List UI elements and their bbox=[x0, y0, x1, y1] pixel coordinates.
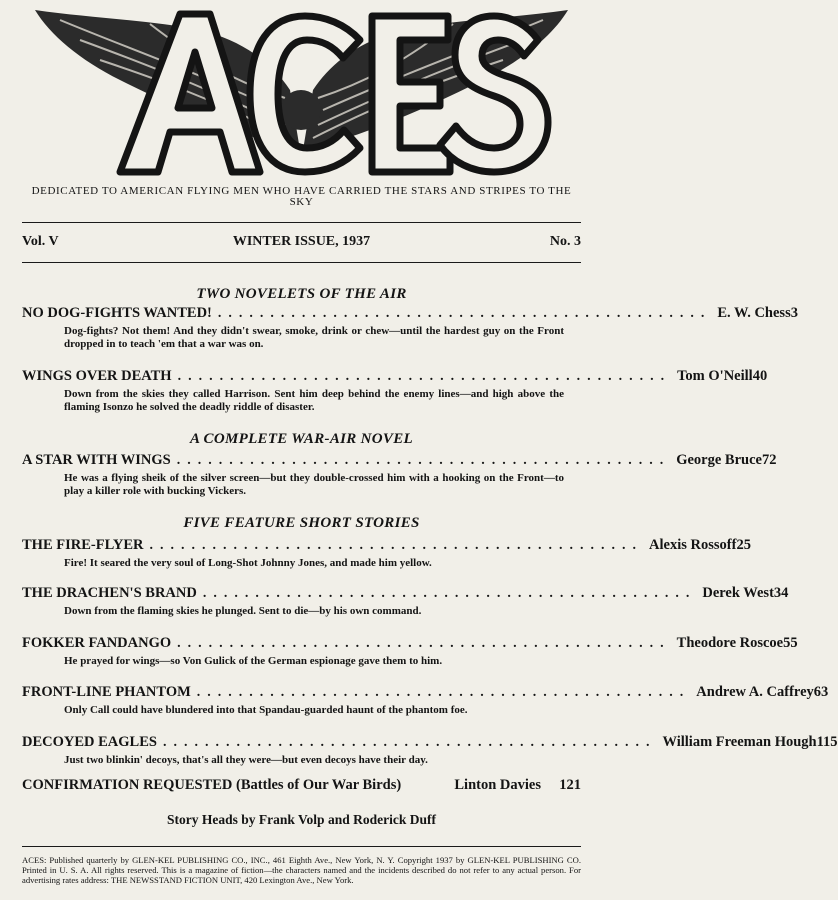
story-blurb: Just two blinkin' decoys, that's all they were—but even decoys have their day. bbox=[64, 754, 428, 766]
story-author: Theodore Roscoe bbox=[676, 635, 784, 651]
story-title: WINGS OVER DEATH bbox=[22, 368, 172, 384]
toc-entry[interactable] bbox=[22, 734, 838, 767]
toc-entry[interactable] bbox=[22, 452, 777, 498]
issue-number: No. 3 bbox=[549, 234, 581, 249]
story-heads-credit: Story Heads by Frank Volp and Roderick Duff bbox=[167, 812, 436, 827]
story-title: FRONT-LINE PHANTOM bbox=[22, 684, 191, 700]
section-heading: A COMPLETE WAR-AIR NOVEL bbox=[190, 431, 413, 447]
story-author: William Freeman Hough bbox=[662, 734, 817, 750]
publication-notice: ACES: Published quarterly by GLEN-KEL PUBLISHING CO., INC., 461 Eighth Ave., New York, N. Y. Copyright 1937 by GLEN-KEL PUBLISHING CO. Printed in U. S. A. All rights reserved. This is a magazine of fiction—the characters named and the incidents described do not refer to any actual person. For advertising rates address: THE NEWSSTAND FICTION UNIT, 420 Lexington Ave., New York. bbox=[22, 855, 581, 885]
toc-entry[interactable] bbox=[22, 305, 798, 351]
masthead bbox=[0, 0, 603, 185]
story-blurb: Dog-fights? Not them! And they didn't swear, smoke, drink or chew—until the hardest guy on the Front dropped in to teach 'em that a war was on. bbox=[64, 325, 564, 350]
eagle-body-icon bbox=[281, 90, 321, 130]
page-number: 55 bbox=[783, 635, 798, 651]
section-heading: TWO NOVELETS OF THE AIR bbox=[196, 286, 407, 302]
story-blurb: Down from the flaming skies he plunged. Sent to die—by his own command. bbox=[64, 605, 422, 617]
toc-entry[interactable] bbox=[22, 777, 581, 794]
story-title: THE FIRE-FLYER bbox=[22, 537, 144, 553]
story-author: E. W. Chess bbox=[717, 305, 791, 321]
issue-date: WINTER ISSUE, 1937 bbox=[232, 234, 371, 249]
page-number: 115 bbox=[816, 734, 838, 750]
footer-rule bbox=[22, 846, 581, 847]
dedication: DEDICATED TO AMERICAN FLYING MEN WHO HAVE CARRIED THE STARS AND STRIPES TO THE SKY bbox=[31, 185, 572, 208]
story-blurb: He prayed for wings—so Von Gulick of the German espionage gave them to him. bbox=[64, 655, 443, 667]
dot-leader: ............................................... bbox=[217, 306, 712, 321]
dot-leader: ............................................... bbox=[196, 685, 691, 700]
story-author: Linton Davies bbox=[454, 777, 541, 793]
story-blurb: Fire! It seared the very soul of Long-Shot Johnny Jones, and made him yellow. bbox=[64, 557, 432, 569]
story-title: THE DRACHEN'S BRAND bbox=[22, 585, 197, 601]
story-author: Andrew A. Caffrey bbox=[696, 684, 814, 700]
toc-entry[interactable] bbox=[22, 684, 829, 717]
toc-entry[interactable] bbox=[22, 635, 798, 668]
story-blurb: Only Call could have blundered into that Spandau-guarded haunt of the phantom foe. bbox=[64, 704, 468, 716]
section-heading: FIVE FEATURE SHORT STORIES bbox=[183, 515, 420, 531]
story-blurb: He was a flying sheik of the silver screen—but they double-crossed him with a hooking on the Front—to play a killer role with bucking Vickers. bbox=[64, 472, 564, 497]
page-number: 34 bbox=[773, 585, 789, 601]
story-title: FOKKER FANDANGO bbox=[22, 635, 172, 651]
dot-leader: ............................................... bbox=[202, 586, 697, 601]
story-title: CONFIRMATION REQUESTED (Battles of Our War Birds) bbox=[22, 777, 402, 793]
story-author: Tom O'Neill bbox=[677, 368, 753, 384]
page-number: 121 bbox=[559, 777, 581, 793]
dot-leader: ............................................... bbox=[177, 369, 672, 384]
winged-aces-logo bbox=[0, 0, 603, 185]
dot-leader: ............................................... bbox=[176, 453, 671, 468]
story-author: George Bruce bbox=[676, 452, 762, 468]
page-number: 40 bbox=[752, 368, 768, 384]
story-author: Alexis Rossoff bbox=[649, 537, 737, 553]
dot-leader: ............................................... bbox=[162, 735, 657, 750]
toc-entry[interactable] bbox=[22, 368, 768, 414]
story-title: DECOYED EAGLES bbox=[22, 734, 157, 750]
page-number: 3 bbox=[790, 305, 798, 321]
page-number: 72 bbox=[761, 452, 777, 468]
top-rule bbox=[22, 222, 581, 223]
page-number: 25 bbox=[736, 537, 751, 553]
page-number: 63 bbox=[813, 684, 829, 700]
dot-leader: ............................................... bbox=[177, 636, 671, 651]
story-author: Derek West bbox=[702, 585, 774, 601]
volume: Vol. V bbox=[22, 234, 59, 249]
issue-info bbox=[22, 234, 581, 250]
issue-rule bbox=[22, 262, 581, 263]
toc-entry[interactable] bbox=[22, 537, 751, 570]
story-title: A STAR WITH WINGS bbox=[22, 452, 171, 468]
story-blurb: Down from the skies they called Harrison. Sent him deep behind the enemy lines—and high above the flaming Isonzo he solved the deadly riddle of disaster. bbox=[64, 388, 564, 413]
dot-leader: ............................................... bbox=[149, 538, 644, 553]
toc-entry[interactable] bbox=[22, 585, 789, 618]
story-title: NO DOG-FIGHTS WANTED! bbox=[22, 305, 212, 321]
